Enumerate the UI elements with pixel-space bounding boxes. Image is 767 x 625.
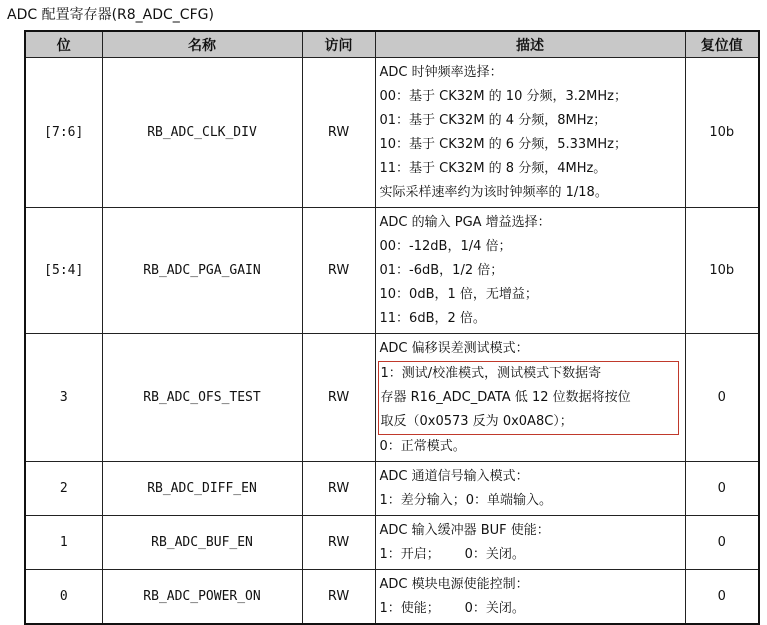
access-cell: RW xyxy=(302,208,375,334)
description-cell xyxy=(375,58,685,208)
desc-line: 取反（0x0573 反为 0x0A8C）； xyxy=(380,414,573,429)
header-reset: 复位值 xyxy=(685,31,759,58)
name-cell: RB_ADC_BUF_EN xyxy=(102,516,302,570)
desc-line: 10：基于 CK32M 的 6 分频，5.33MHz； xyxy=(379,137,627,152)
access-cell: RW xyxy=(302,58,375,208)
desc-line: 11：基于 CK32M 的 8 分频，4MHz。 xyxy=(379,161,607,176)
bit-cell: 1 xyxy=(25,516,102,570)
desc-line: 00：-12dB，1/4 倍； xyxy=(379,239,512,254)
desc-line: 0：正常模式。 xyxy=(379,439,466,454)
desc-line: ADC 的输入 PGA 增益选择： xyxy=(379,215,551,230)
reset-cell: 0 xyxy=(685,462,759,516)
reset-cell: 0 xyxy=(685,334,759,462)
bit-cell: 2 xyxy=(25,462,102,516)
table-row xyxy=(25,334,759,462)
description-cell xyxy=(375,516,685,570)
access-cell: RW xyxy=(302,570,375,625)
table-row xyxy=(25,58,759,208)
table-header-row xyxy=(25,31,759,58)
desc-line: 00：基于 CK32M 的 10 分频，3.2MHz； xyxy=(379,89,627,104)
reset-cell: 0 xyxy=(685,516,759,570)
register-table xyxy=(24,30,760,625)
bit-cell: [7:6] xyxy=(25,58,102,208)
desc-line: ADC 模块电源使能控制： xyxy=(379,577,529,592)
desc-line: ADC 输入缓冲器 BUF 使能： xyxy=(379,523,550,538)
name-cell: RB_ADC_OFS_TEST xyxy=(102,334,302,462)
description-cell xyxy=(375,208,685,334)
desc-line: ADC 偏移误差测试模式： xyxy=(379,341,529,356)
desc-line: 存器 R16_ADC_DATA 低 12 位数据将按位 xyxy=(380,390,631,405)
description-cell xyxy=(375,462,685,516)
desc-line: ADC 时钟频率选择： xyxy=(379,65,503,80)
header-description: 描述 xyxy=(375,31,685,58)
table-row xyxy=(25,462,759,516)
table-row xyxy=(25,208,759,334)
desc-line: 实际采样速率约为该时钟频率的 1/18。 xyxy=(379,185,608,200)
access-cell: RW xyxy=(302,334,375,462)
desc-line: ADC 通道信号输入模式： xyxy=(379,469,529,484)
access-cell: RW xyxy=(302,516,375,570)
access-cell: RW xyxy=(302,462,375,516)
bit-cell: [5:4] xyxy=(25,208,102,334)
desc-line: 1：开启； 0：关闭。 xyxy=(379,547,525,562)
desc-line: 10：0dB，1 倍，无增益； xyxy=(379,287,538,302)
desc-line: 1：使能； 0：关闭。 xyxy=(379,601,525,616)
name-cell: RB_ADC_POWER_ON xyxy=(102,570,302,625)
reset-cell: 10b xyxy=(685,58,759,208)
name-cell: RB_ADC_DIFF_EN xyxy=(102,462,302,516)
desc-line: 01：基于 CK32M 的 4 分频，8MHz； xyxy=(379,113,607,128)
table-row xyxy=(25,516,759,570)
reset-cell: 10b xyxy=(685,208,759,334)
bit-cell: 0 xyxy=(25,570,102,625)
desc-line: 01：-6dB，1/2 倍； xyxy=(379,263,504,278)
header-access: 访问 xyxy=(302,31,375,58)
table-caption: ADC 配置寄存器(R8_ADC_CFG) xyxy=(7,7,214,23)
desc-line: 11：6dB，2 倍。 xyxy=(379,311,486,326)
bit-cell: 3 xyxy=(25,334,102,462)
reset-cell: 0 xyxy=(685,570,759,625)
desc-line: 1：测试/校准模式，测试模式下数据寄 xyxy=(380,366,602,381)
header-name: 名称 xyxy=(102,31,302,58)
header-bit: 位 xyxy=(25,31,102,58)
desc-line: 1：差分输入；0：单端输入。 xyxy=(379,493,553,508)
description-cell xyxy=(375,334,685,462)
name-cell: RB_ADC_CLK_DIV xyxy=(102,58,302,208)
highlight-box xyxy=(378,361,679,435)
name-cell: RB_ADC_PGA_GAIN xyxy=(102,208,302,334)
